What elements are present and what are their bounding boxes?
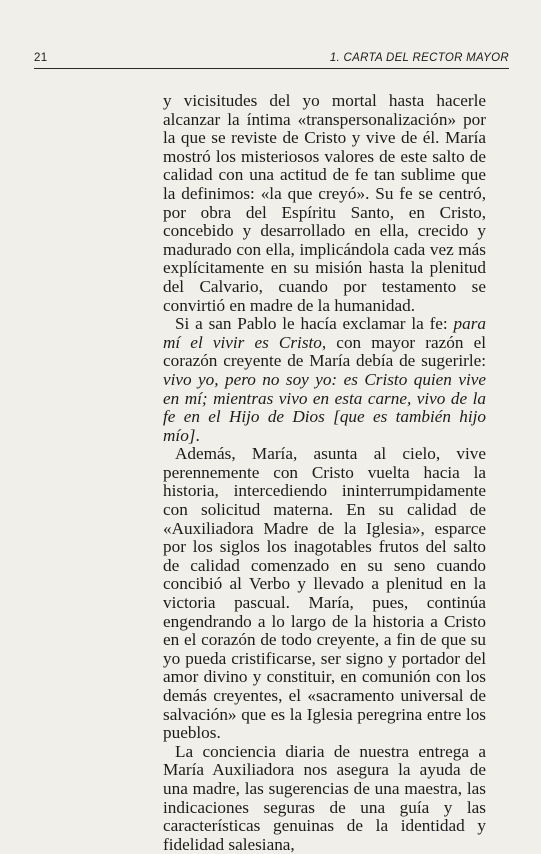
paragraph-2-text-e: . — [195, 425, 200, 445]
paragraph-2 — [163, 315, 486, 445]
quote-maria: vivo yo, pero no soy yo: es Cristo quien vive en mí; mientras vivo en esta carne, vivo de la fe en el Hijo de Dios [que es también hijo mío] — [163, 369, 486, 445]
paragraph-3: Además, María, asunta al cielo, vive perennemente con Cristo vuelta hacia la historia, intercediendo ininterrumpidamente con solicitud materna. En su calidad de «Auxiliadora Madre de la Iglesia», esparce por los siglos los inagotables frutos del salto de calidad comenzado en su seno cuando concibió al Verbo y llevado a plenitud en la victoria pascual. María, pues, continúa engendrando a lo largo de la historia a Cristo en el corazón de todo creyente, a fin de que su yo pueda cristificarse, ser signo y portador del amor divino y constituir, en comunión con los demás creyentes, el «sacramento universal de salvación» que es la Iglesia peregrina entre los pueblos. — [163, 444, 486, 743]
paragraph-2-text-c: , con mayor razón el corazón creyente de María debía de sugerirle: — [163, 332, 486, 371]
paragraph-1: y vicisitudes del yo mortal hasta hacerle alcanzar la íntima «transpersonalización» por la que se reviste de Cristo y vive de él. María mostró los misteriosos valores de este salto de calidad con una actitud de fe tan sublime que la definimos: «la que creyó». Su fe se centró, por obra del Espíritu Santo, en Cristo, concebido y desarrollado en ella, crecido y madurado con ella, implicándola cada vez más explícitamente en su misión hasta la plenitud del Calvario, cuando por testamento se convirtió en madre de la humanidad. — [163, 91, 486, 315]
running-header — [34, 52, 509, 69]
quote-pablo: para mí el vivir es Cristo — [163, 314, 486, 352]
page-number: 21 — [34, 52, 48, 64]
body-text — [163, 92, 486, 854]
paragraph-4: La conciencia diaria de nuestra entrega a María Auxiliadora nos asegura la ayuda de una madre, las sugerencias de una maestra, las indicaciones seguras de una guía y las características genuinas de la identidad y fidelidad salesiana, — [163, 741, 486, 854]
paragraph-2-text-a: Si a san Pablo le hacía exclamar la fe: — [175, 314, 454, 334]
running-title: 1. CARTA DEL RECTOR MAYOR — [329, 52, 509, 64]
